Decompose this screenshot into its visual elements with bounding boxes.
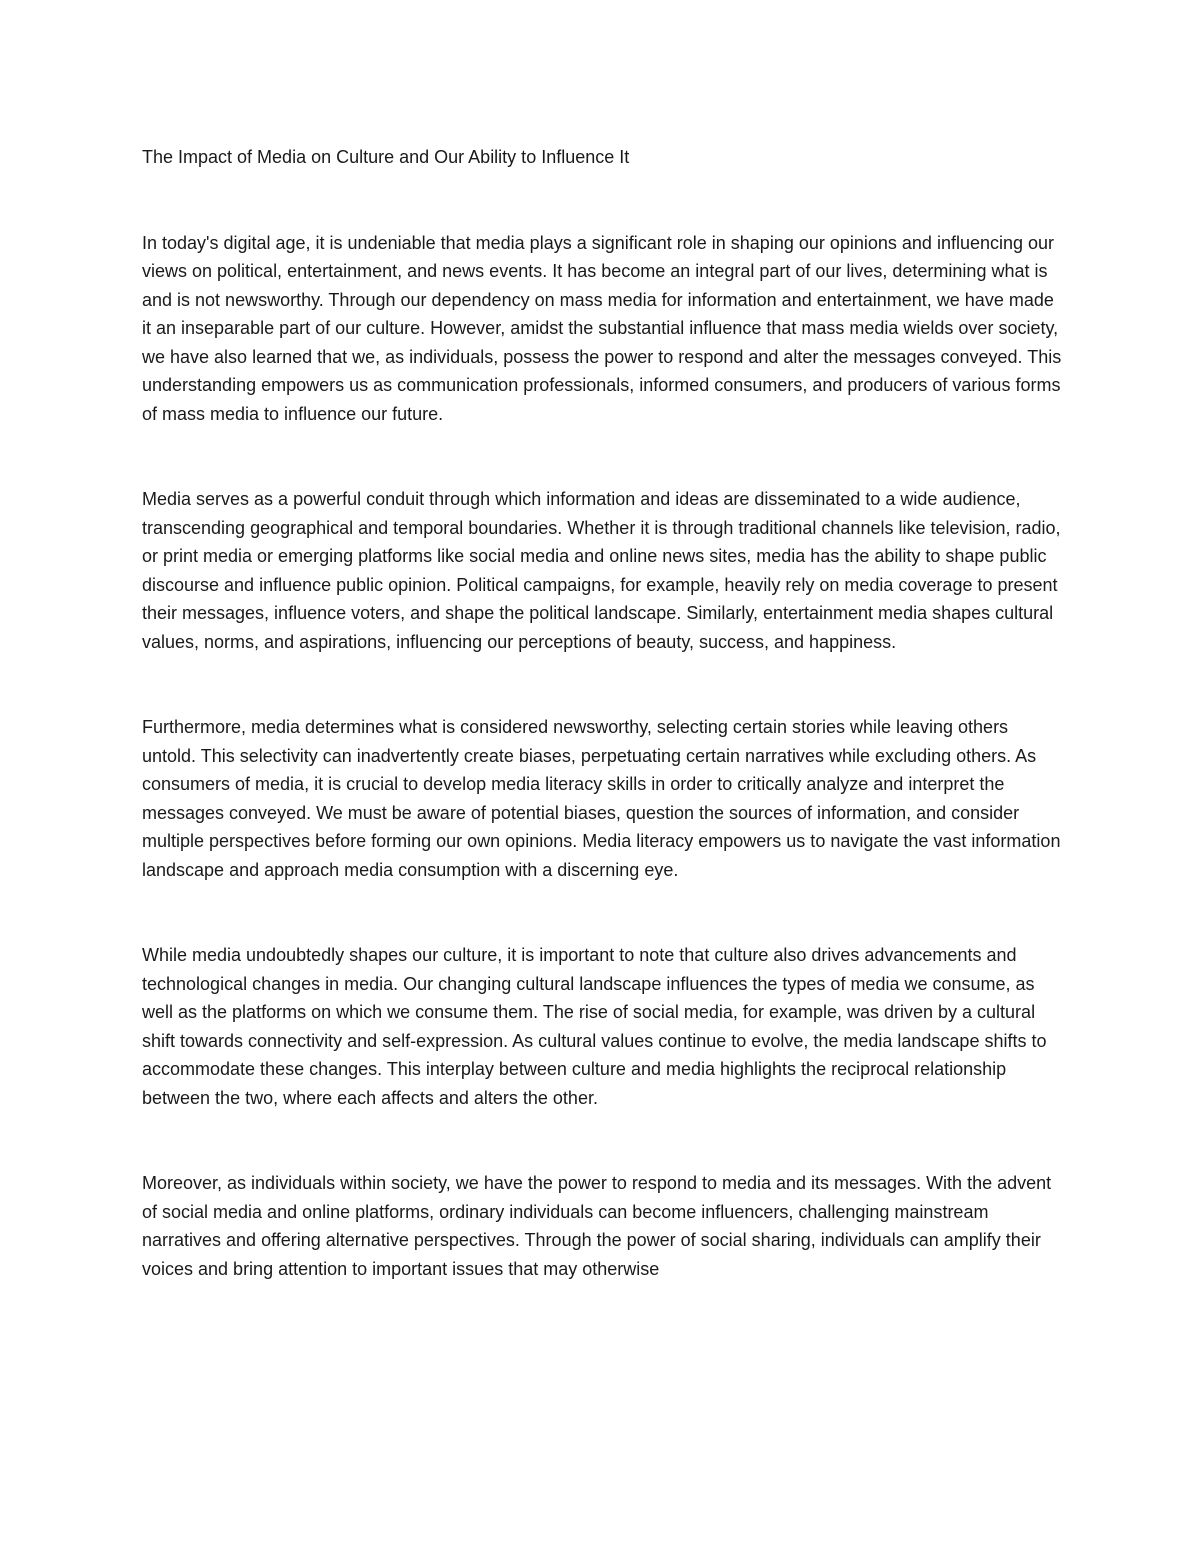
paragraph-media-conduit: Media serves as a powerful conduit through which information and ideas are disseminated to a wide audience, transcending geographical and temporal boundaries. Whether it is through traditional channels like television, radio, or print media or emerging platforms like social media and online news sites, media has the ability to shape public discourse and influence public opinion. Political campaigns, for example, heavily rely on media coverage to present their messages, influence voters, and shape the political landscape. Similarly, entertainment media shapes cultural values, norms, and aspirations, influencing our perceptions of beauty, success, and happiness. bbox=[142, 489, 1061, 652]
paragraph-newsworthy: Furthermore, media determines what is considered newsworthy, selecting certain stories while leaving others untold. This selectivity can inadvertently create biases, perpetuating certain narratives while excluding others. As consumers of media, it is crucial to develop media literacy skills in order to critically analyze and interpret the messages conveyed. We must be aware of potential biases, question the sources of information, and consider multiple perspectives before forming our own opinions. Media literacy empowers us to navigate the vast information landscape and approach media consumption with a discerning eye. bbox=[142, 717, 1061, 880]
paragraph-individual-power: Moreover, as individuals within society, we have the power to respond to media and its messages. With the advent of social media and online platforms, ordinary individuals can become influencers, challenging mainstream narratives and offering alternative perspectives. Through the power of social sharing, individuals can amplify their voices and bring attention to important issues that may otherwise bbox=[142, 1173, 1052, 1279]
document-title: The Impact of Media on Culture and Our Ability to Influence It bbox=[142, 147, 630, 167]
paragraph-culture-drives-media: While media undoubtedly shapes our culture, it is important to note that culture also drives advancements and technological changes in media. Our changing cultural landscape influences the types of media we consume, as well as the platforms on which we consume them. The rise of social media, for example, was driven by a cultural shift towards connectivity and self-expression. As cultural values continue to evolve, the media landscape shifts to accommodate these changes. This interplay between culture and media highlights the reciprocal relationship between the two, where each affects and alters the other. bbox=[142, 945, 1047, 1108]
paragraph-intro: In today's digital age, it is undeniable that media plays a significant role in shaping our opinions and influencing our views on political, entertainment, and news events. It has become an integral part of our lives, determining what is and is not newsworthy. Through our dependency on mass media for information and entertainment, we have made it an inseparable part of our culture. However, amidst the substantial influence that mass media wields over society, we have also learned that we, as individuals, possess the power to respond and alter the messages conveyed. This understanding empowers us as communication professionals, informed consumers, and producers of various forms of mass media to influence our future. bbox=[142, 232, 1062, 424]
document-body bbox=[142, 143, 1062, 1340]
